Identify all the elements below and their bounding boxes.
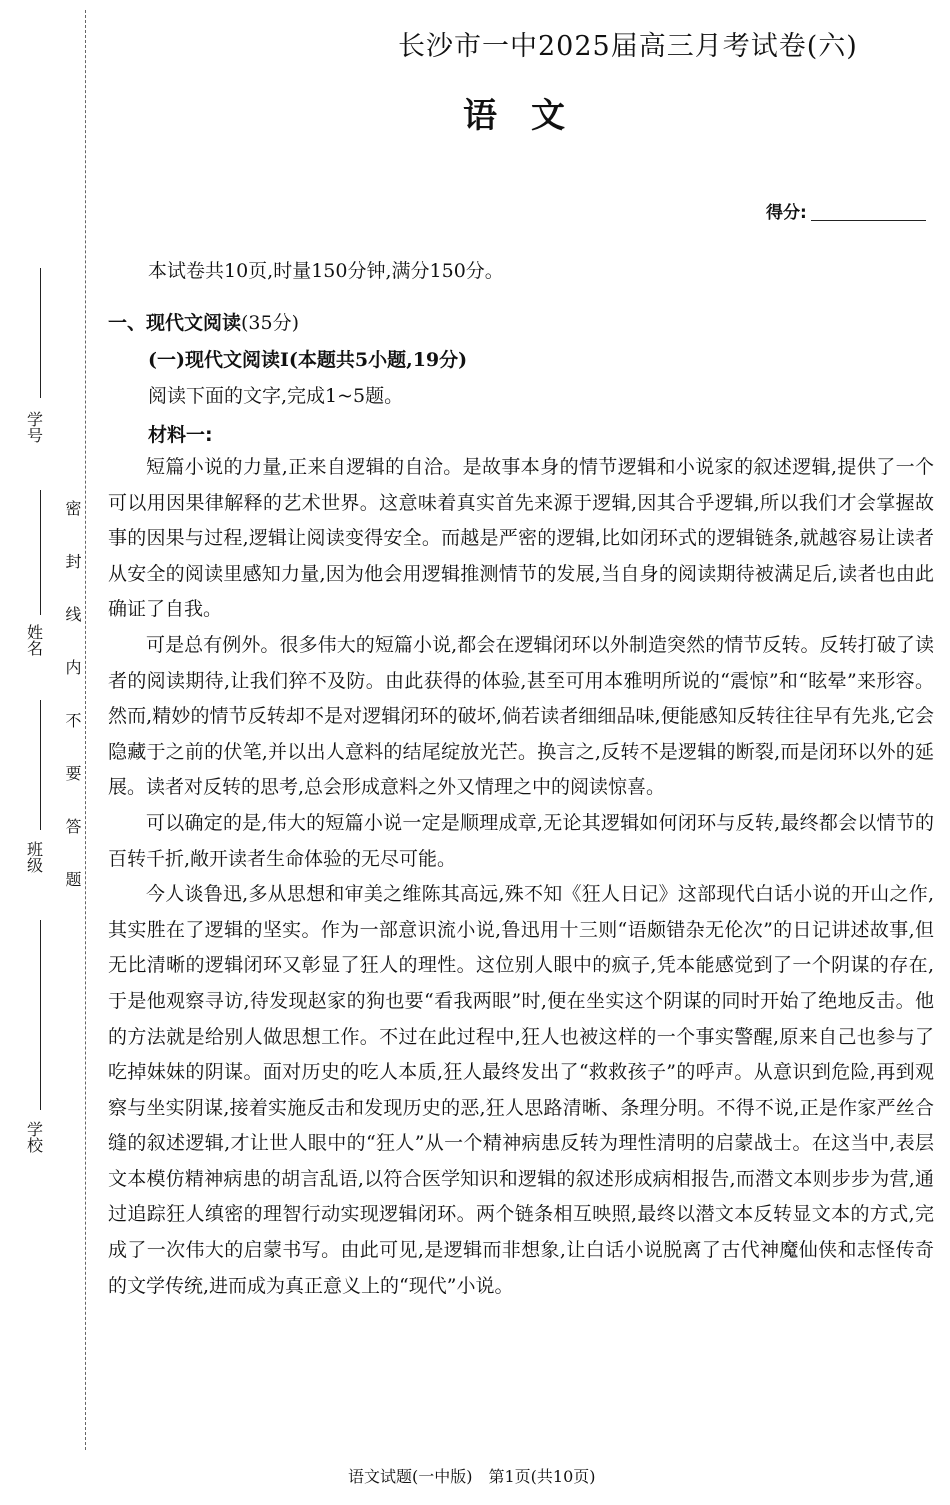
paragraph: 短篇小说的力量,正来自逻辑的自洽。是故事本身的情节逻辑和小说家的叙述逻辑,提供了一个可以用因果律解释的艺术世界。这意味着真实首先来源于逻辑,因其合乎逻辑,所以我们才会掌握故事的因果与过程,逻辑让阅读变得安全。而越是严密的逻辑,比如闭环式的逻辑链条,就越容易让读者从安全的阅读里感知力量,因为他会用逻辑推测情节的发展,当自身的阅读期待被满足后,读者也由此确证了自我。	[108, 456, 934, 621]
paragraph: 可以确定的是,伟大的短篇小说一定是顺理成章,无论其逻辑如何闭环与反转,最终都会以情节的百转千折,敞开读者生命体验的无尽可能。	[108, 811, 934, 870]
student-id-underline	[40, 268, 41, 398]
seal-dashed-line	[85, 10, 86, 1450]
page-footer: 语文试题(一中版) 第1页(共10页)	[348, 1467, 596, 1486]
school-underline	[40, 920, 41, 1110]
section-heading	[108, 308, 299, 335]
paragraph: 可是总有例外。很多伟大的短篇小说,都会在逻辑闭环以外制造突然的情节反转。反转打破了读者的阅读期待,让我们猝不及防。由此获得的体验,甚至可用本雅明所说的“震惊”和“眩晕”来形容。然而,精妙的情节反转却不是对逻辑闭环的破坏,倘若读者细细品味,便能感知反转往往早有先兆,它会隐藏于之前的伏笔,并以出人意料的结尾绽放光芒。换言之,反转不是逻辑的断裂,而是闭环以外的延展。读者对反转的思考,总会形成意料之外又情理之中的阅读惊喜。	[108, 633, 934, 799]
name-label: 姓名	[26, 623, 43, 658]
seal-warning: 密封线内不要答题	[63, 500, 82, 924]
score-field	[766, 198, 926, 223]
section-points: (35分)	[241, 312, 300, 334]
class-underline	[40, 700, 41, 830]
score-blank	[811, 220, 926, 221]
exam-intro: 本试卷共10页,时量150分钟,满分150分。	[148, 260, 504, 282]
paragraph: 今人谈鲁迅,多从思想和审美之维陈其高远,殊不知《狂人日记》这部现代白话小说的开山之作,其实胜在了逻辑的坚实。作为一部意识流小说,鲁迅用十三则“语颇错杂无伦次”的日记讲述故事,但无比清晰的逻辑闭环又彰显了狂人的理性。这位别人眼中的疯子,凭本能感觉到了一个阴谋的存在,于是他观察寻访,待发现赵家的狗也要“看我两眼”时,便在坐实这个阴谋的同时开始了绝地反击。他的方法就是给别人做思想工作。不过在此过程中,狂人也被这样的一个事实警醒,原来自己也参与了吃掉妹妹的阴谋。面对历史的吃人本质,狂人最终发出了“救救孩子”的呼声。从意识到危险,再到观察与坐实阴谋,接着实施反击和发现历史的恶,狂人思路清晰、条理分明。不得不说,正是作家严丝合缝的叙述逻辑,才让世人眼中的“狂人”从一个精神病患反转为理性清明的启蒙战士。在这当中,表层文本模仿精神病患的胡言乱语,以符合医学知识和逻辑的叙述形成病相报告,而潜文本则步步为营,通过追踪狂人缜密的理智行动实现逻辑闭环。两个链条相互映照,最终以潜文本反转显文本的方式,完成了一次伟大的启蒙书写。由此可见,是逻辑而非想象,让白话小说脱离了古代神魔仙侠和志怪传奇的文学传统,进而成为真正意义上的“现代”小说。	[108, 883, 934, 1297]
section-title: 一、现代文阅读	[108, 312, 242, 334]
material-body	[108, 450, 934, 1304]
reading-instruction: 阅读下面的文字,完成1~5题。	[148, 385, 404, 407]
school-label: 学校	[26, 1120, 43, 1155]
name-underline	[40, 490, 41, 615]
student-id-label: 学号	[26, 410, 43, 445]
binding-margin	[0, 0, 100, 1505]
class-label: 班级	[26, 840, 43, 875]
exam-title: 长沙市一中2025届高三月考试卷(六)	[398, 31, 858, 62]
material-label: 材料一:	[148, 424, 213, 446]
subject-title: 语文	[463, 96, 599, 136]
subsection-heading: (一)现代文阅读Ⅰ(本题共5小题,19分)	[148, 349, 468, 371]
score-label: 得分:	[766, 203, 807, 223]
